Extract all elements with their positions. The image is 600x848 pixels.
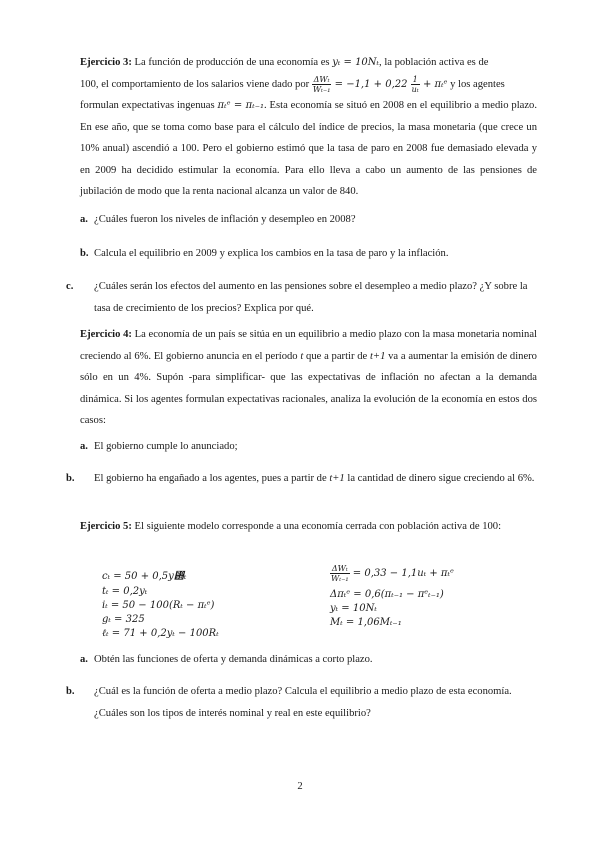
exercise-4-statement: Ejercicio 4: La economía de un país se sitúa en un equilibrio a medio plazo con la masa monetaria nominal creciendo al 6%. El gobierno anuncia en el período t que a partir de t+1 va a aumentar la emisión de dinero sólo en un 4%. Supón -para simplificar- que las expectativas de inflación no afectan a la demanda dinámica. Si los agentes formulan expectativas racionales, analiza la evolución de la economía en estos dos casos: (80, 329, 537, 426)
exercise-3-statement: Ejercicio 3: La función de producción de una economía es yₜ = 10Nₜ, la población activa es de 100, el comportamiento de los salarios viene dado por $\frac{\text{ΔWₜ}}{\text{Wₜ₋₁}}$ = −1,1 + 0,22 $\frac{1}{\text{uₜ}}$ + πₜᵉ y los agentes formulan expectativas ingenuas πₜᵉ = πₜ₋₁. Esta economía se situó en 2008 en el equilibrio a medio plazo. En ese año, que se toma como base para el cálculo del índice de precios, la masa monetaria (que crece un 10% anual) ascendió a 100. Pero el gobierno estimó que la tasa de paro en 2008 fue demasiado elevada y en 2009 ha decidido estimular la economía. Para ello lleva a cabo un aumento de las pensiones de jubilación de modo que la renta nacional alcanza un valor de 840. (80, 57, 538, 197)
model-equation-consumption: cₜ = 50 + 0,5y₝ₜ (102, 571, 187, 582)
model-equation-expectations: Δπₜᵉ = 0,6(πₜ₋₁ − πᵉₜ₋₁) (330, 589, 444, 600)
model-equation-taxes: tₜ = 0,2yₜ (102, 586, 148, 597)
model-equation-money-supply: Mₜ = 1,06Mₜ₋₁ (330, 617, 402, 628)
model-equation-investment: iₜ = 50 − 100(Rₜ − πₜᵉ) (102, 600, 215, 611)
exercise-5-statement: Ejercicio 5: El siguiente modelo corresponde a una economía cerrada con población activa de 100: (80, 521, 502, 532)
model-equation-money-demand: ℓₜ = 71 + 0,2yₜ − 100Rₜ (102, 628, 219, 639)
exercise-3-question-b: b. Calcula el equilibrio en 2009 y explica los cambios en la tasa de paro y la inflación. (80, 248, 449, 259)
model-equation-government: gₜ = 325 (102, 614, 145, 625)
exercise-5-question-a: a. Obtén las funciones de oferta y demanda dinámicas a corto plazo. (80, 654, 373, 665)
model-equation-wages: $\frac{\text{ΔWₜ}}{\text{Wₜ₋₁}}$ = 0,33 − 1,1uₜ + πₜᵉ (331, 564, 454, 583)
page-number: 2 (297, 781, 303, 792)
exercise-5-heading: Ejercicio 5: (80, 521, 132, 532)
exercise-5-question-b: b. ¿Cuál es la función de oferta a medio plazo? Calcula el equilibrio a medio plazo de esta economía. ¿Cuáles son los tipos de interés nominal y real en este equilibrio? (66, 686, 512, 719)
wage-fraction: $\frac{\text{ΔWₜ}}{\text{Wₜ₋₁}}$ (312, 74, 331, 94)
exercise-4-question-a: a. El gobierno cumple lo anunciado; (80, 441, 238, 452)
exercise-4-question-b: b. El gobierno ha engañado a los agentes, pues a partir de t+1 la cantidad de dinero sigue creciendo al 6%. (66, 473, 535, 484)
exercise-3-question-a: a. ¿Cuáles fueron los niveles de inflación y desempleo en 2008? (80, 214, 356, 225)
exercise-4-heading: Ejercicio 4: (80, 329, 132, 340)
unemployment-fraction: $\frac{1}{\text{uₜ}}$ (411, 74, 419, 94)
model-equation-production: yₜ = 10Nₜ (330, 603, 377, 614)
exercise-3-question-c: c. ¿Cuáles serán los efectos del aumento en las pensiones sobre el desempleo a medio plazo? ¿Y sobre la tasa de crecimiento de los precios? Explica por qué. (66, 281, 528, 314)
exercise-3-heading: Ejercicio 3: (80, 57, 132, 68)
